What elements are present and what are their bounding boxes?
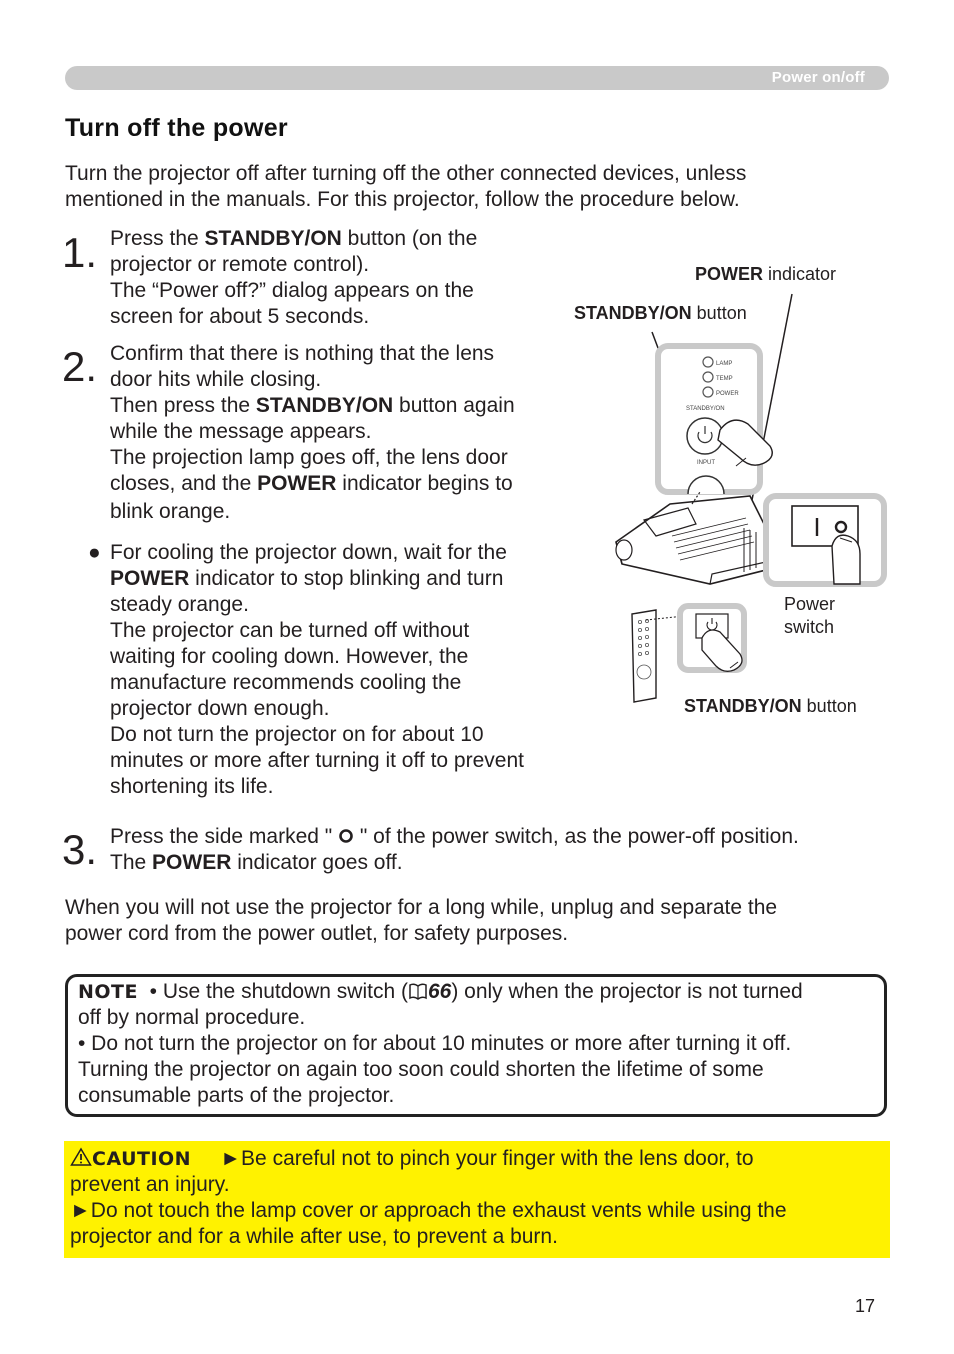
panel-label: TEMP xyxy=(716,376,733,382)
note-line: NOTE • Use the shutdown switch ( 66) only when the projector is not turned xyxy=(78,980,803,1003)
bullet-line: minutes or more after turning it off to prevent xyxy=(110,749,524,772)
panel-label: STANDBY/ON xyxy=(686,406,725,412)
panel-label: INPUT xyxy=(697,460,715,466)
lamp-led xyxy=(703,357,713,367)
step-line: The “Power off?” dialog appears on the xyxy=(110,279,474,302)
intro-line: mentioned in the manuals. For this projector, follow the procedure below. xyxy=(65,188,740,211)
note-line: • Do not turn the projector on for about 10 minutes or more after turning it off. xyxy=(78,1032,792,1055)
bullet-line: POWER indicator to stop blinking and turn xyxy=(110,567,504,590)
step-1-text xyxy=(110,226,477,330)
caution-line: projector and for a while after use, to prevent a burn. xyxy=(70,1225,558,1248)
step-line: screen for about 5 seconds. xyxy=(110,305,370,328)
bullet-line: The projector can be turned off without xyxy=(110,619,470,642)
step-3-text xyxy=(110,824,799,876)
bullet-line: steady orange. xyxy=(110,593,249,616)
note-line: consumable parts of the projector. xyxy=(78,1084,395,1107)
note-text xyxy=(78,979,878,1109)
standby-button-label-bottom: STANDBY/ON button xyxy=(684,696,857,716)
step-line: The POWER indicator goes off. xyxy=(110,851,403,874)
power-indicator-label: POWER indicator xyxy=(695,264,837,284)
step-2-text xyxy=(110,341,515,525)
step-line: Then press the STANDBY/ON button again xyxy=(110,394,515,417)
step-line: The projection lamp goes off, the lens door xyxy=(110,446,508,469)
note-line: Turning the projector on again too soon could shorten the lifetime of some xyxy=(78,1058,764,1081)
step-line: door hits while closing. xyxy=(110,368,322,391)
bullet-line: Do not turn the projector on for about 10 xyxy=(110,723,484,746)
lens-icon xyxy=(616,540,632,560)
step-line: projector or remote control). xyxy=(110,253,370,276)
power-switch-label: Power switch xyxy=(784,594,836,637)
bullet-line: shortening its life. xyxy=(110,775,274,798)
unplug-line: When you will not use the projector for a long while, unplug and separate the xyxy=(65,896,778,919)
caution-line: prevent an injury. xyxy=(70,1173,230,1196)
bullet-line: projector down enough. xyxy=(110,697,330,720)
step-line: Press the side marked " " of the power switch, as the power-off position. xyxy=(110,825,799,848)
intro-paragraph xyxy=(65,161,865,213)
bullet-text xyxy=(110,540,524,800)
bullet-line: manufacture recommends cooling the xyxy=(110,671,462,694)
warning-triangle-icon xyxy=(70,1147,92,1167)
power-led xyxy=(703,387,713,397)
note-line: off by normal procedure. xyxy=(78,1006,306,1029)
page-title: Turn off the power xyxy=(65,114,288,142)
bullet-mark: ● xyxy=(88,541,101,564)
standby-button-label-top: STANDBY/ON button xyxy=(574,303,747,323)
power-off-circle-icon xyxy=(338,828,354,844)
panel-label: POWER xyxy=(716,391,739,397)
step-line: blink orange. xyxy=(110,500,231,523)
step-line: while the message appears. xyxy=(110,420,372,443)
step-line: closes, and the POWER indicator begins to xyxy=(110,472,513,495)
intro-line: Turn the projector off after turning off the other connected devices, unless xyxy=(65,162,747,185)
finger-icon xyxy=(832,535,860,584)
standby-on-button xyxy=(687,418,723,454)
note-label: NOTE xyxy=(78,981,138,1003)
caution-line: CAUTION ►Be careful not to pinch your finger with the lens door, to xyxy=(70,1146,880,1172)
projector-illustration xyxy=(560,280,900,710)
projector-body xyxy=(616,496,772,584)
header-bar xyxy=(65,66,889,90)
temp-led xyxy=(703,372,713,382)
book-icon xyxy=(408,981,428,1001)
step-number: 2. xyxy=(62,343,98,390)
remote-control xyxy=(632,610,656,702)
page-reference[interactable]: 66 xyxy=(427,980,452,1003)
step-line: Press the STANDBY/ON button (on the xyxy=(110,227,478,250)
unplug-paragraph xyxy=(65,895,777,947)
step-number: 1. xyxy=(62,229,98,276)
page-number: 17 xyxy=(855,1296,876,1316)
step-line: Confirm that there is nothing that the lens xyxy=(110,342,495,365)
bullet-line: waiting for cooling down. However, the xyxy=(110,645,469,668)
caution-label: CAUTION xyxy=(92,1148,192,1170)
bullet-line: For cooling the projector down, wait for the xyxy=(110,541,507,564)
section-label: Power on/off xyxy=(771,69,865,86)
unplug-line: power cord from the power outlet, for safety purposes. xyxy=(65,922,569,945)
caution-line: ►Do not touch the lamp cover or approach the exhaust vents while using the xyxy=(70,1199,787,1222)
caution-text xyxy=(70,1146,880,1250)
step-number: 3. xyxy=(62,826,98,873)
panel-label: LAMP xyxy=(716,361,733,367)
